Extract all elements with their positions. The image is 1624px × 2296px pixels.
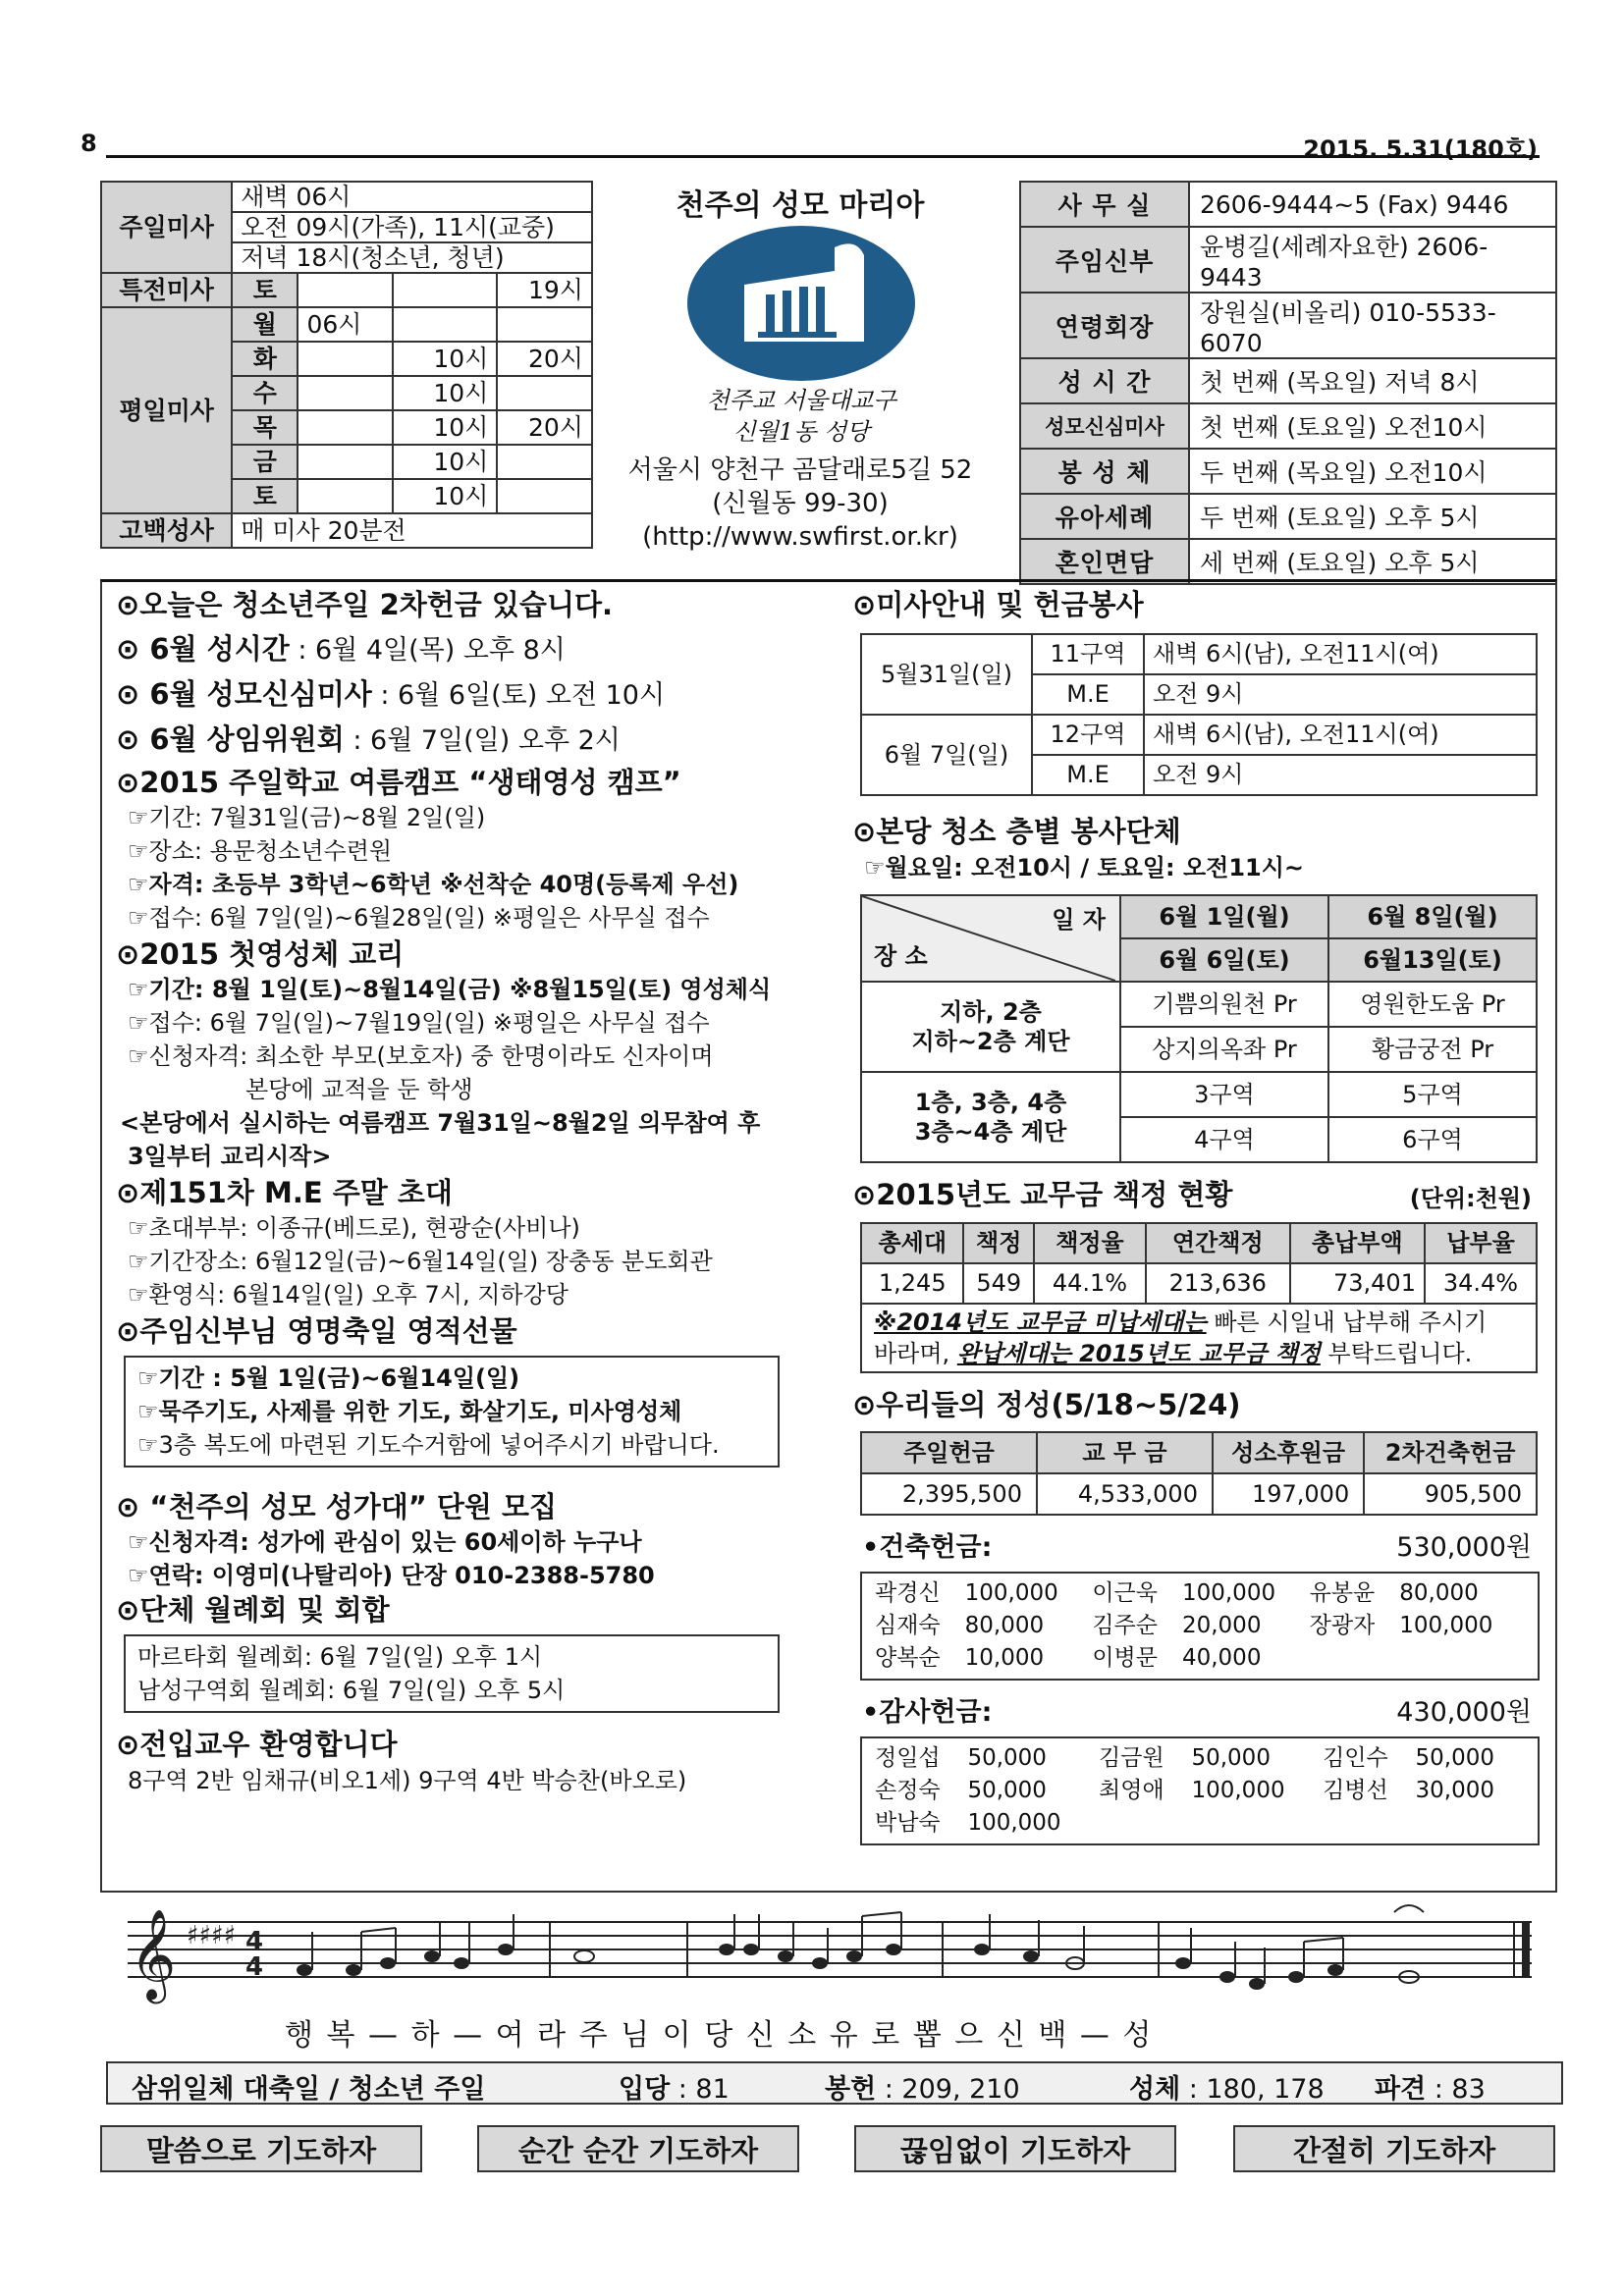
svg-text:𝄞: 𝄞 [130, 1908, 177, 2000]
sunday-mass-label: 주일미사 [101, 182, 232, 273]
offering-title: ⊙우리들의 정성(5/18~5/24) [852, 1388, 1241, 1421]
group-meeting-box: 마르타회 월례회: 6월 7일(일) 오후 1시 남성구역회 월례회: 6월 7일(일) 오후 5시 [124, 1634, 780, 1713]
me-weekend-title: ⊙제151차 M.E 주말 초대 [116, 1176, 453, 1209]
mass-schedule-table: 주일미사 새벽 06시 오전 09시(가족), 11시(교중) 저녁 18시(청소년, 청년) 특전미사 토 19시 평일미사 월 06시 화 10시 20시 수 10시 목 10시 20시 금 10시 토 10시 고백성사 매 미사 20분전 [100, 181, 593, 549]
top-rule [106, 155, 1540, 158]
group-meeting-title: ⊙단체 월례회 및 회합 [116, 1593, 390, 1627]
svg-text:♯♯♯♯: ♯♯♯♯ [187, 1921, 237, 1950]
mass-guide-title: ⊙미사안내 및 헌금봉사 [852, 588, 1144, 621]
cleaning-title: ⊙본당 청소 층별 봉사단체 [852, 815, 1181, 848]
spiritual-gift-title: ⊙주임신부님 영명축일 영적선물 [116, 1314, 517, 1348]
parish-address: 서울시 양천구 곰달래로5길 52 (신월동 99-30) (http://www.swfirst.or.kr) [627, 455, 973, 552]
thanks-offering-title: •감사헌금: [862, 1697, 993, 1728]
right-column: ⊙미사안내 및 헌금봉사 5월31일(일) 11구역 새벽 6시(남), 오전11시(여) M.E 오전 9시 6월 7일(일) 12구역 새벽 6시(남), 오전11시(여) M.E 오전 9시 ⊙본당 청소 층별 봉사단체 ☞월요일: 오전10시 / 토요일: 오전11시~ 일 자 장 소 6월 1일(월) 6월 8일(월) 6월 6일(토) 6월13일(토) 지하, 2층 지하~2층 계단 기쁨의원천 Pr 영원한도움 Pr 상지의옥좌 Pr 황금궁전 Pr 1층, 3층, 4층 3층~4층 계단 3구역 5구역 4구역 6구역 ⊙2015년도 교무금 책정 현황 (단위:천원) 총세대 책정 책정율 연간책정 총납부액 납부율 1,245 549 44.1% 213,636 73,401 34.4% ※2014년도 교무금 미납세대는 빠른 시일내 납부해 주시기 바라며, 완납세대는 2015년도 교무금 책정 부탁드립니다. ⊙우리들의 정성(5/18~5/24) 주일헌금 교 무 금 성소후원금 2차건축헌금 2,395,500 4,533,000 197,000 905,500 •건축헌금: 530,000원 곽경신 100,000 이근욱 100,000 유봉윤 80,000 심재숙 80,000 김주순 20,000 장광자 100,000 양복순 10,000 이병문 40,000 •감사헌금: 430,000원 정일섭 50,000 김금원 50,000 김인수 50,000 손정숙 50,000 최영애 100,000 김병선 30,000 박남숙 100,000 [852, 587, 1545, 1845]
building-fund-title: •건축헌금: [862, 1532, 993, 1563]
choir-recruit-title: ⊙ “천주의 성모 성가대” 단원 모집 [116, 1490, 558, 1523]
svg-text:4: 4 [245, 1952, 264, 1982]
parish-motto: 천주의 성모 마리아 [676, 188, 925, 223]
thanks-offering-box: 정일섭 50,000 김금원 50,000 김인수 50,000 손정숙 50,000 최영애 100,000 김병선 30,000 박남숙 100,000 [860, 1736, 1540, 1845]
mass-guide-table: 5월31일(일) 11구역 새벽 6시(남), 오전11시(여) M.E 오전 9시 6월 7일(일) 12구역 새벽 6시(남), 오전11시(여) M.E 오전 9시 [860, 633, 1538, 796]
summer-camp-title: ⊙2015 주일학교 여름캠프 “생태영성 캠프” [116, 766, 681, 799]
parish-signature: 천주교 서울대교구 신월1동 성당 [706, 387, 896, 446]
church-dues-table: 총세대 책정 책정율 연간책정 총납부액 납부율 1,245 549 44.1% 213,636 73,401 34.4% ※2014년도 교무금 미납세대는 빠른 시일내 납부해 주시기 바라며, 완납세대는 2015년도 교무금 책정 부탁드립니다. [860, 1222, 1538, 1373]
notice-youth-sunday: ⊙오늘은 청소년주일 2차헌금 있습니다. [116, 588, 613, 621]
svg-text:4: 4 [245, 1927, 264, 1956]
page-number: 8 [81, 130, 97, 157]
parish-logo-icon [687, 226, 915, 381]
prayer-banner-2: 순간 순간 기도하자 [477, 2125, 799, 2172]
offering-table: 주일헌금 교 무 금 성소후원금 2차건축헌금 2,395,500 4,533,000 197,000 905,500 [860, 1431, 1538, 1516]
spiritual-gift-box: ☞기간 : 5월 1일(금)~6월14일(일) ☞묵주기도, 사제를 위한 기도, 화살기도, 미사영성체 ☞3층 복도에 마련된 기도수거함에 넣어주시기 바랍니다. [124, 1356, 780, 1468]
welcome-title: ⊙전입교우 환영합니다 [116, 1728, 398, 1761]
building-fund-box: 곽경신 100,000 이근욱 100,000 유봉윤 80,000 심재숙 80,000 김주순 20,000 장광자 100,000 양복순 10,000 이병문 40,000 [860, 1572, 1540, 1681]
first-communion-title: ⊙2015 첫영성체 교리 [116, 937, 405, 971]
prayer-banner-4: 간절히 기도하자 [1233, 2125, 1555, 2172]
office-info-table: 사 무 실 2606-9444~5 (Fax) 9446 주임신부 윤병길(세례자요한) 2606-9443 연령회장 장원실(비올리) 010-5533-6070 성 시 간 첫 번째 (목요일) 저녁 8시 성모신심미사 첫 번째 (토요일) 오전10시 봉 성 체 두 번째 (목요일) 오전10시 유아세례 두 번째 (토요일) 오후 5시 혼인면담 세 번째 (토요일) 오후 5시 [1019, 181, 1557, 585]
cleaning-table: 일 자 장 소 6월 1일(월) 6월 8일(월) 6월 6일(토) 6월13일(토) 지하, 2층 지하~2층 계단 기쁨의원천 Pr 영원한도움 Pr 상지의옥좌 Pr 황금궁전 Pr 1층, 3층, 4층 3층~4층 계단 3구역 5구역 4구역 6구역 [860, 894, 1538, 1163]
left-column: ⊙오늘은 청소년주일 2차헌금 있습니다. ⊙ 6월 성시간 : 6월 4일(목) 오후 8시 ⊙ 6월 성모신심미사 : 6월 6일(토) 오전 10시 ⊙ 6월 상임위원회 : 6월 7일(일) 오후 2시 ⊙2015 주일학교 여름캠프 “생태영성 캠프” ☞기간: 7월31일(금)~8월 2일(일) ☞장소: 용문청소년수련원 ☞자격: 초등부 3학년~6학년 ※선착순 40명(등록제 우선) ☞접수: 6월 7일(일)~6월28일(일) ※평일은 사무실 접수 ⊙2015 첫영성체 교리 ☞기간: 8월 1일(토)~8월14일(금) ※8월15일(토) 영성체식 ☞접수: 6월 7일(일)~7월19일(일) ※평일은 사무실 접수 ☞신청자격: 최소한 부모(보호자) 중 한명이라도 신자이며 본당에 교적을 둔 학생 <본당에서 실시하는 여름캠프 7월31일~8월2일 의무참여 후 3일부터 교리시작> ⊙제151차 M.E 주말 초대 ☞초대부부: 이종규(베드로), 현광순(사비나) ☞기간장소: 6월12일(금)~6월14일(일) 장충동 분도회관 ☞환영식: 6월14일(일) 오후 7시, 지하강당 ⊙주임신부님 영명축일 영적선물 ☞기간 : 5월 1일(금)~6월14일(일) ☞묵주기도, 사제를 위한 기도, 화살기도, 미사영성체 ☞3층 복도에 마련된 기도수거함에 넣어주시기 바랍니다. ⊙ “천주의 성모 성가대” 단원 모집 ☞신청자격: 성가에 관심이 있는 60세이하 누구나 ☞연락: 이영미(나탈리아) 단장 010-2388-5780 ⊙단체 월례회 및 회합 마르타회 월례회: 6월 7일(일) 오후 1시 남성구역회 월례회: 6월 7일(일) 오후 5시 ⊙전입교우 환영합니다 8구역 2반 임채규(비오1세) 9구역 4반 박승찬(바오로) [116, 587, 803, 1799]
feast-title: 삼위일체 대축일 / 청소년 주일 [132, 2074, 486, 2105]
prayer-banner-3: 끊임없이 기도하자 [854, 2125, 1176, 2172]
prayer-banner-1: 말씀으로 기도하자 [100, 2125, 422, 2172]
weekday-mass-label: 평일미사 [101, 307, 232, 513]
issue-date: 2015. 5.31(180호) [1303, 135, 1538, 163]
hymn-lyrics: 행 복 — 하 — 여 라 주 님 이 당 신 소 유 로 뽑 으 신 백 — 성 [285, 2018, 1154, 2053]
church-dues-title: ⊙2015년도 교무금 책정 현황 [852, 1178, 1233, 1211]
hymn-numbers-bar: 삼위일체 대축일 / 청소년 주일 입당 : 81 봉헌 : 209, 210 성체 : 180, 178 파견 : 83 [106, 2061, 1563, 2105]
